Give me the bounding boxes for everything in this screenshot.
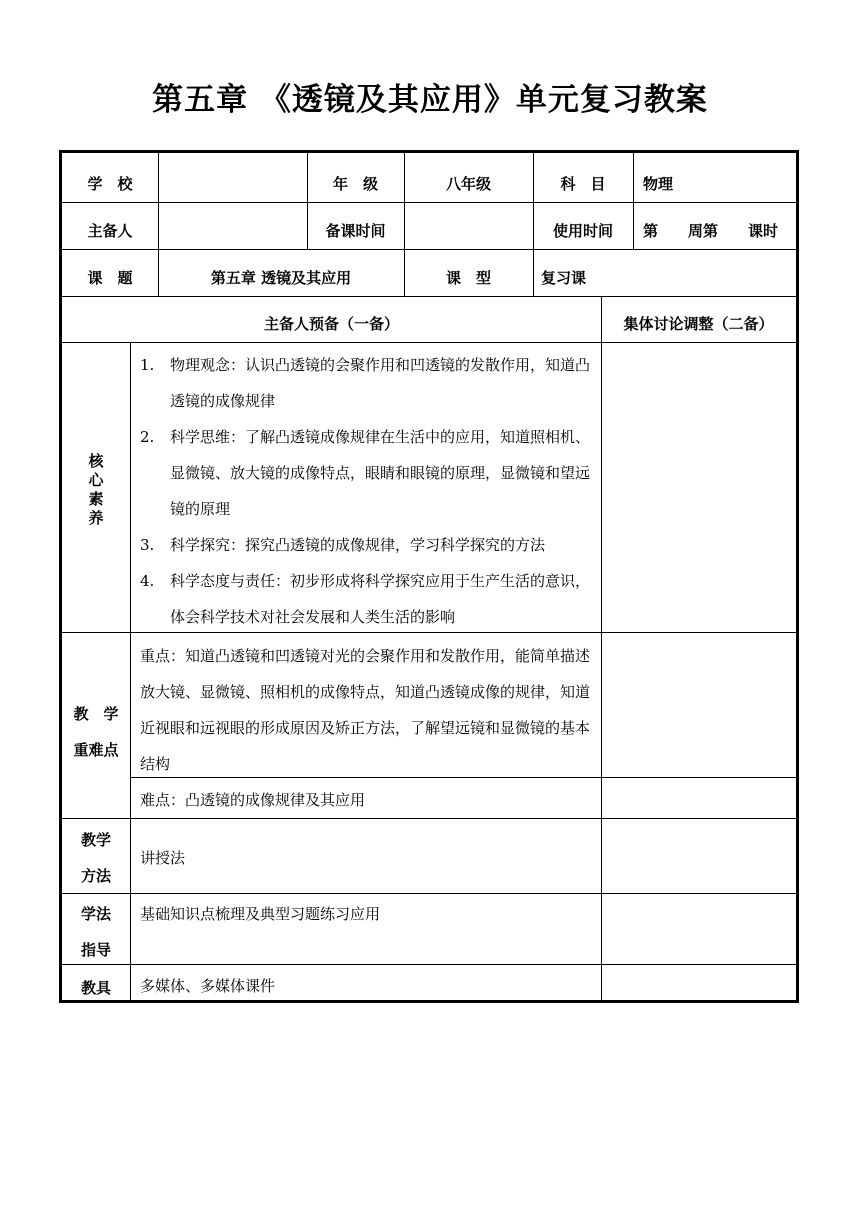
core-literacy-list	[140, 347, 596, 635]
page-title: 第五章 《透镜及其应用》单元复习教案	[152, 82, 708, 118]
method-value: 讲授法	[140, 849, 186, 867]
prep-time-label: 备课时间	[325, 222, 386, 240]
row-divider	[62, 964, 796, 965]
row-divider	[62, 249, 796, 250]
preparer-label: 主备人	[87, 222, 133, 240]
row-divider	[62, 202, 796, 203]
adjust-column-header: 集体讨论调整（二备）	[623, 315, 774, 333]
use-time-value: 第 周第 课时	[643, 222, 779, 240]
core-literacy-label: 核 心 素 养	[88, 452, 104, 527]
topic-value: 第五章 透镜及其应用	[210, 269, 352, 287]
type-label: 课 型	[445, 269, 491, 287]
use-time-label: 使用时间	[552, 222, 613, 240]
key-points-focus: 重点：知道凸透镜和凹透镜对光的会聚作用和发散作用，能简单描述放大镜、显微镜、照相机的成像特点，知道凸透镜成像的规律，知道近视眼和远视眼的形成原因及矫正方法，了解望远镜和显微镜的基本结构	[140, 647, 591, 773]
main-column-header: 主备人预备（一备）	[263, 315, 399, 333]
list-item: 4. 科学态度与责任：初步形成将科学探究应用于生产生活的意识，体会科学技术对社会发展和人类生活的影响	[140, 572, 591, 626]
col-divider	[633, 153, 634, 249]
tools-value: 多媒体、多媒体课件	[140, 977, 276, 995]
col-divider	[601, 296, 602, 1000]
grade-label: 年 级	[332, 175, 378, 193]
row-divider	[62, 818, 796, 819]
key-points-difficulty: 难点：凸透镜的成像规律及其应用	[140, 791, 366, 809]
key-points-label: 教 学 重难点	[73, 705, 119, 759]
tools-label: 教具	[80, 979, 111, 997]
guidance-value: 基础知识点梳理及典型习题练习应用	[140, 905, 381, 923]
grade-value: 八年级	[445, 175, 491, 193]
list-item: 1. 物理观念：认识凸透镜的会聚作用和凹透镜的发散作用，知道凸透镜的成像规律	[140, 356, 591, 410]
school-label: 学 校	[87, 175, 133, 193]
topic-label: 课 题	[87, 269, 133, 287]
col-divider	[130, 342, 131, 1000]
row-divider	[62, 893, 796, 894]
type-value: 复习课	[541, 269, 587, 287]
list-item: 2. 科学思维：了解凸透镜成像规律在生活中的应用，知道照相机、显微镜、放大镜的成像特点，眼睛和眼镜的原理，显微镜和望远镜的原理	[140, 428, 591, 518]
row-divider	[62, 342, 796, 343]
subject-label: 科 目	[560, 175, 606, 193]
row-divider	[62, 296, 796, 297]
list-item: 3. 科学探究：探究凸透镜的成像规律，学习科学探究的方法	[140, 536, 546, 554]
guidance-label: 学法 指导	[80, 905, 111, 959]
subject-value: 物理	[643, 175, 674, 193]
method-label: 教学 方法	[80, 831, 111, 885]
